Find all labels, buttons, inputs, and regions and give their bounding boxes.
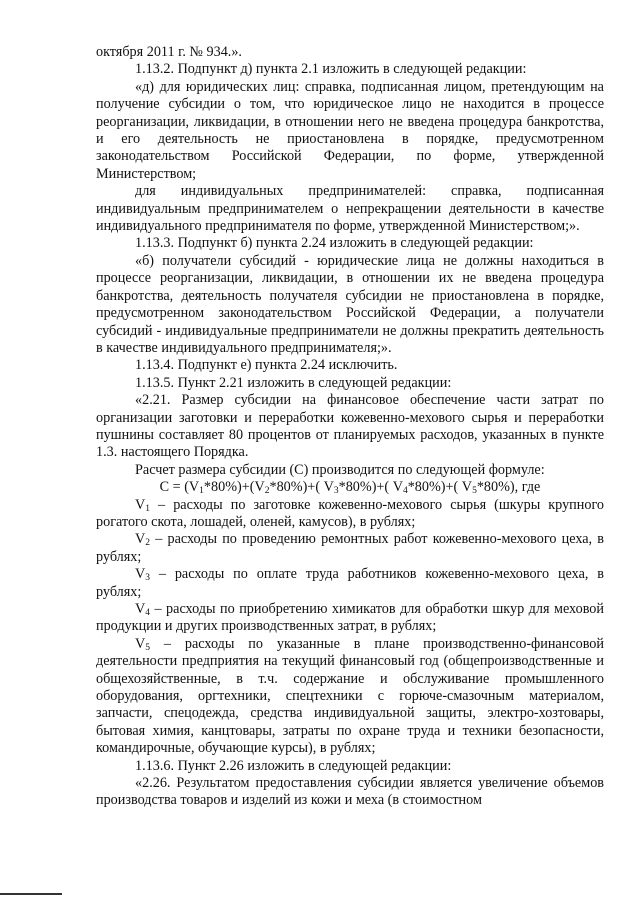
variable-v2-definition: $V_2$ – расходы по проведению ремонтных работ кожевенно-мехового цеха, в рублях; xyxy=(96,531,604,565)
para-1-13-6-heading: 1.13.6. Пункт 2.26 изложить в следующей редакции: xyxy=(135,757,452,774)
formula-lhs: С = xyxy=(159,479,185,496)
para-1-13-5-heading: 1.13.5. Пункт 2.21 изложить в следующей редакции: xyxy=(135,374,452,391)
document-page xyxy=(96,44,604,810)
variable-v4-definition: $V_4$ – расходы по приобретению химикатов для обработки шкур для меховой продукции и других производственных затрат, в рублях; xyxy=(96,601,604,635)
formula-term-2: $(V_2*80\%)+$ xyxy=(249,479,316,497)
para-1-13-4: 1.13.4. Подпункт е) пункта 2.24 исключить. xyxy=(135,357,398,374)
para-b-recipients: «б) получатели субсидий - юридические лица не должны находиться в процессе реорганизации, ликвидации, в отношении их не введена процедура банкротства, деятельность получателя субсидии не приостановлена в порядке, предусмотренном законодательством Российской Федерации, а получатели субсидий - индивидуальные предприниматели не должны прекратить деятельность в качестве индивидуального предпринимателя;». xyxy=(96,252,604,356)
footer-rule xyxy=(0,893,62,895)
para-d-legal-entities: «д) для юридических лиц: справка, подписанная лицом, претендующим на получение субсидии о том, что юридическое лицо не находится в процессе реорганизации, ликвидации, в отношении него не введена процедура банкротства, и его деятельность не приостановлена в порядке, предусмотренном законодательством Российской Федерации, по форме, утвержденной Министерством; xyxy=(96,78,604,182)
formula-term-3: ( $V_3*80\%)+$ xyxy=(315,479,385,497)
formula-term-5: ( $V_5*80\%$), где xyxy=(453,479,541,497)
formula-term-4: ( $V_4*80\%)+$ xyxy=(384,479,454,497)
para-1-13-3-heading: 1.13.3. Подпункт б) пункта 2.24 изложить в следующей редакции: xyxy=(135,235,534,252)
para-prev-ref-tail: октября 2011 г. № 934.». xyxy=(96,44,242,60)
variable-v1-definition: $V_1$ – расходы по заготовке кожевенно-мехового сырья (шкуры крупного рогатого скота, лошадей, оленей, камусов), в рублях; xyxy=(96,496,604,530)
para-2-21-subsidy-size: «2.21. Размер субсидии на финансовое обеспечение части затрат по организации заготовки и переработки кожевенно-мехового сырья и переработки пушнины составляет 80 процентов от планируемых расходов, указанных в пункте 1.3. настоящего Порядка. xyxy=(96,392,604,461)
variable-v3-definition: $V_3$ – расходы по оплате труда работников кожевенно-мехового цеха, в рублях; xyxy=(96,566,604,600)
para-d-entrepreneurs: для индивидуальных предпринимателей: справка, подписанная индивидуальным предпринимателем о непрекращении деятельности в качестве индивидуального предпринимателя по форме, утвержденной Министерством;». xyxy=(96,183,604,235)
para-1-13-2-heading: 1.13.2. Подпункт д) пункта 2.1 изложить в следующей редакции: xyxy=(135,61,527,78)
formula-term-1: $(V_1*80\%)+$ xyxy=(184,479,250,497)
subsidy-formula xyxy=(96,479,604,496)
para-2-26-result: «2.26. Результатом предоставления субсидии является увеличение объемов производства товаров и изделий из кожи и меха (в стоимостном xyxy=(96,775,604,809)
variable-v5-definition: $V_5$ – расходы по указанные в плане производственно-финансовой деятельности предприятия на текущий финансовый год (общепроизводственные и общехозяйственные, в т.ч. содержание и обслуживание промышленного оборудования, оргтехники, спецтехники с горюче-смазочным материалом, запчасти, спецодежда, средства индивидуальной защиты, электро-хозтовары, бытовая химия, канцтовары, затраты по охране труда и техники безопасности, командирочные, обучающие курсы), в рублях; xyxy=(96,635,604,757)
para-formula-intro: Расчет размера субсидии (С) производится по следующей формуле: xyxy=(135,461,545,478)
